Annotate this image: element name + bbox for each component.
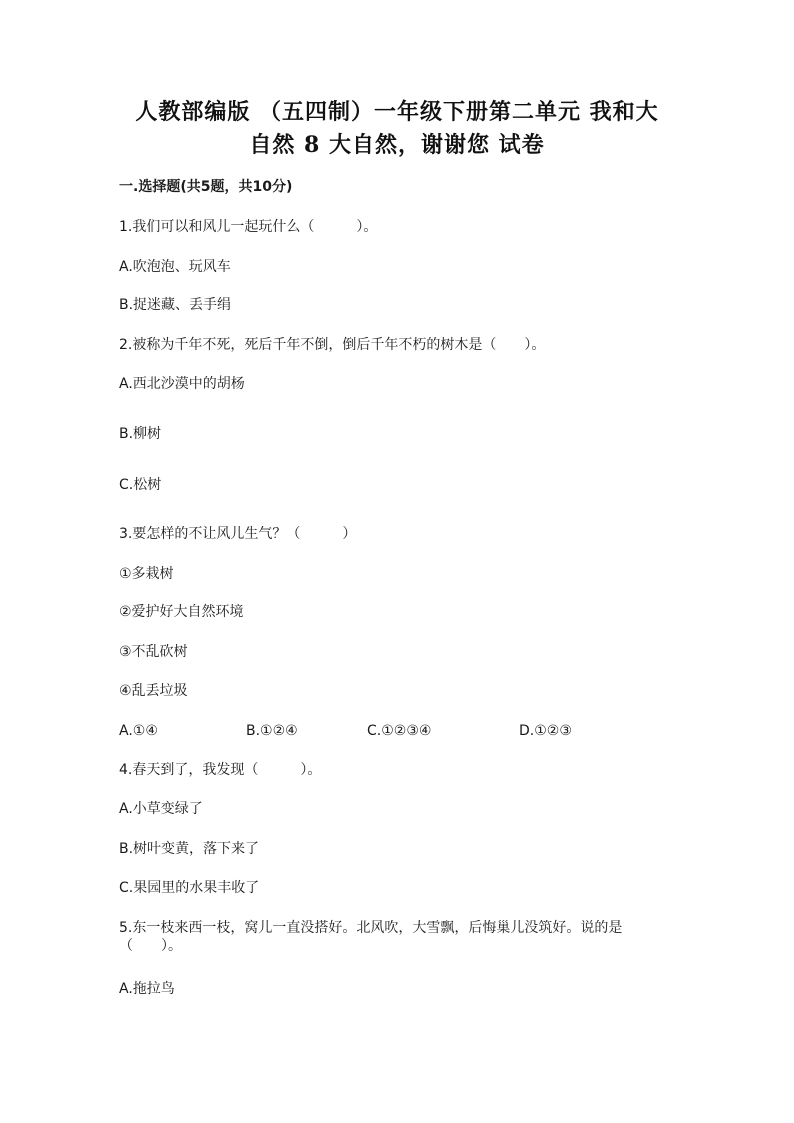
question-1-option-a: A.吹泡泡、玩风车 xyxy=(119,259,231,275)
question-3-option-b: B.①②④ xyxy=(246,723,298,739)
question-4-option-a: A.小草变绿了 xyxy=(119,801,203,817)
question-5-option-a: A.拖拉鸟 xyxy=(119,981,175,997)
question-3-option-a: A.①④ xyxy=(119,723,158,739)
question-2-option-c: C.松树 xyxy=(119,477,162,493)
question-3-item-3: ③不乱砍树 xyxy=(119,644,188,660)
question-1-option-b: B.捉迷藏、丢手绢 xyxy=(119,297,232,313)
question-1-stem: 1.我们可以和风儿一起玩什么（ ）。 xyxy=(119,219,378,235)
question-3-option-d: D.①②③ xyxy=(519,723,572,739)
question-3-options-row xyxy=(119,724,679,740)
question-3-item-4: ④乱丢垃圾 xyxy=(119,683,188,699)
question-5-stem: 5.东一枝来西一枝，窝儿一直没搭好。北风吹，大雪飘，后悔巢儿没筑好。说的是（ ）。 xyxy=(119,920,623,954)
question-3-item-1: ①多栽树 xyxy=(119,566,174,582)
document-title-line-2: 自然 8 大自然，谢谢您 试卷 xyxy=(249,132,545,158)
question-3-stem: 3.要怎样的不让风儿生气？（ ） xyxy=(119,526,357,542)
document-title-line-1: 人教部编版 （五四制）一年级下册第二单元 我和大 xyxy=(135,99,659,125)
question-3-item-2: ②爱护好大自然环境 xyxy=(119,604,244,620)
question-2-stem: 2.被称为千年不死，死后千年不倒，倒后千年不朽的树木是（ ）。 xyxy=(119,337,546,353)
question-4-option-b: B.树叶变黄，落下来了 xyxy=(119,841,260,857)
question-2-option-a: A.西北沙漠中的胡杨 xyxy=(119,376,245,392)
question-2-option-b: B.柳树 xyxy=(119,426,162,442)
question-3-option-c: C.①②③④ xyxy=(367,723,432,739)
question-4-stem: 4.春天到了，我发现（ ）。 xyxy=(119,762,322,778)
section-heading: 一.选择题(共5题，共10分) xyxy=(119,179,293,195)
question-4-option-c: C.果园里的水果丰收了 xyxy=(119,880,260,896)
